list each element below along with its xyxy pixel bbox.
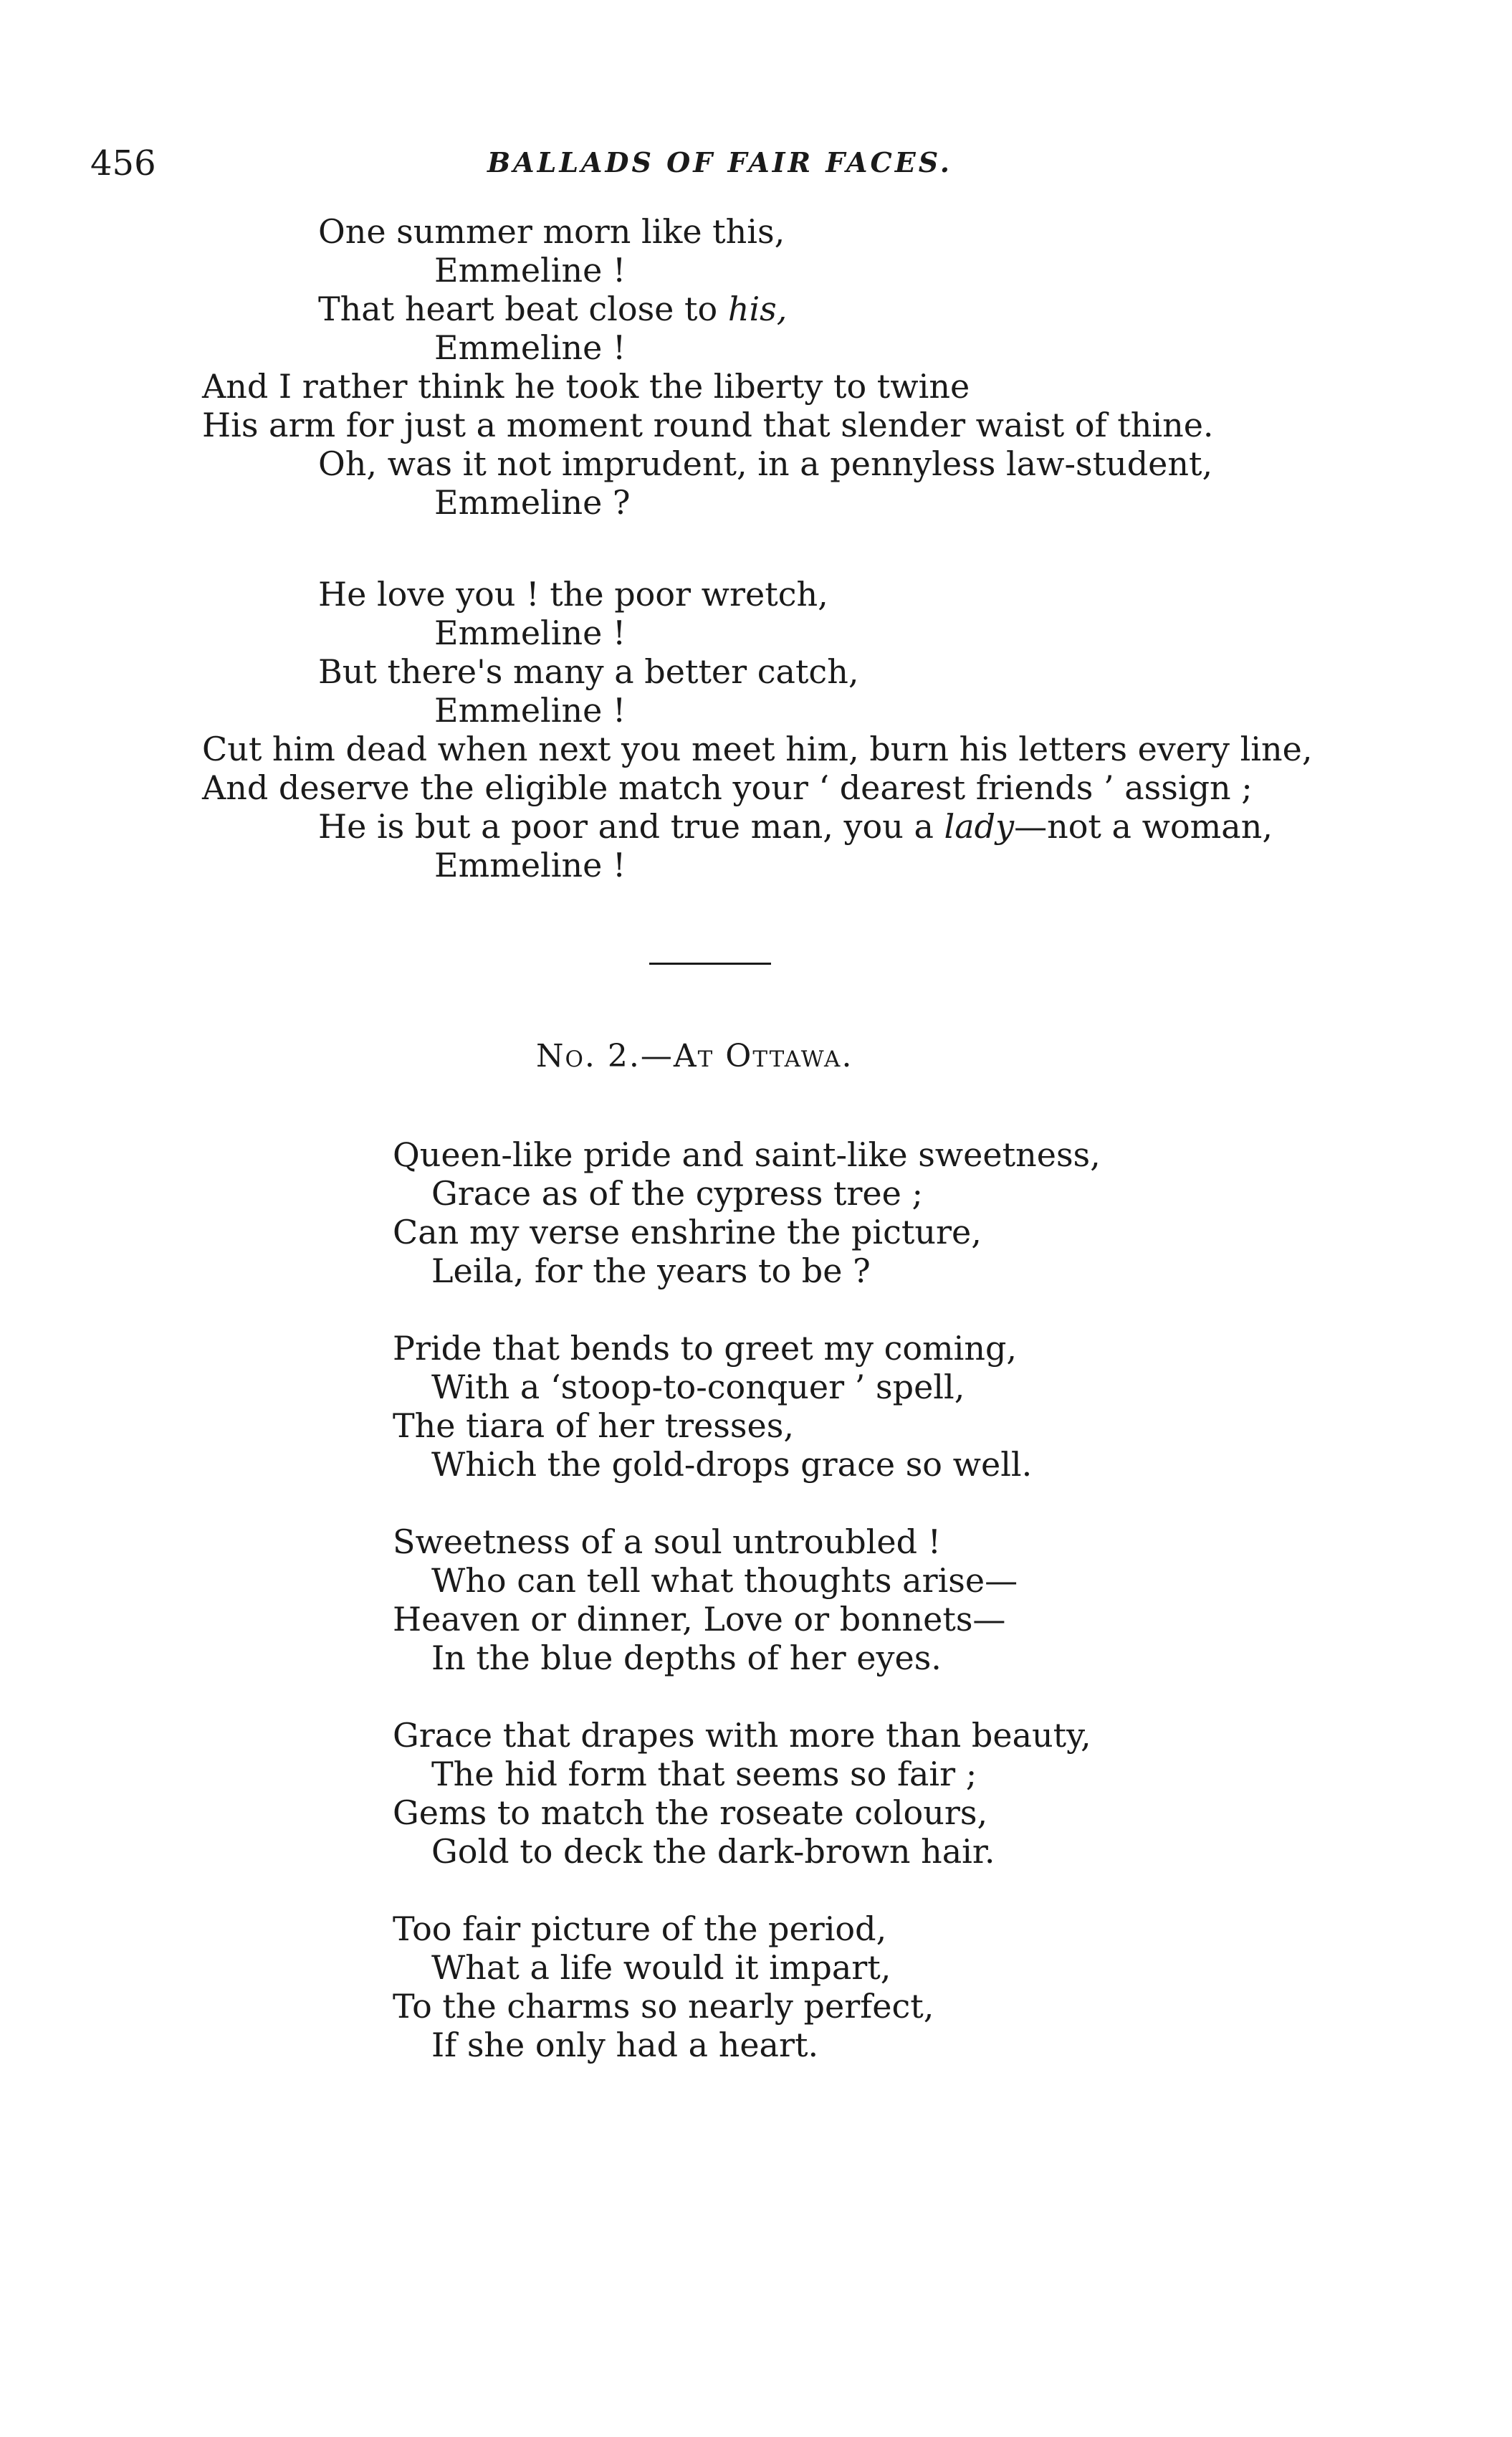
- verse-line: One summer morn like this,: [318, 212, 785, 251]
- verse-line: Emmeline ?: [434, 483, 631, 522]
- poem2-stanza: [393, 1716, 1101, 1871]
- verse-line: Grace as of the cypress tree ;: [431, 1174, 924, 1213]
- verse-line: The tiara of her tresses,: [393, 1406, 794, 1445]
- verse-line: Emmeline !: [434, 614, 626, 652]
- verse-text: —not a woman,: [1014, 807, 1273, 846]
- poem2-stanza: [393, 1135, 1101, 1290]
- poem2-stanza: [393, 1909, 1101, 2064]
- verse-line: And deserve the eligible match your ‘ dearest friends ’ assign ;: [202, 768, 1253, 807]
- verse-line: Queen-like pride and saint-like sweetness,: [393, 1135, 1101, 1174]
- verse-line: Oh, was it not imprudent, in a pennyless law-student,: [318, 444, 1213, 483]
- verse-line: [202, 807, 1313, 846]
- section-divider: [649, 963, 771, 965]
- verse-line: To the charms so nearly perfect,: [393, 1987, 934, 2026]
- verse-text: That heart beat close to: [318, 290, 728, 328]
- verse-line: Cut him dead when next you meet him, burn his letters every line,: [202, 730, 1313, 768]
- verse-line: If she only had a heart.: [431, 2026, 819, 2064]
- poem1-stanza-2: [202, 575, 1313, 884]
- italic-word: his,: [727, 290, 788, 328]
- poem2: [393, 1135, 1101, 2103]
- verse-line: Sweetness of a soul untroubled !: [393, 1522, 942, 1561]
- verse-line: In the blue depths of her eyes.: [431, 1639, 942, 1677]
- poem2-stanza: [393, 1522, 1101, 1677]
- verse-line: Emmeline !: [434, 846, 626, 884]
- verse-line: But there's many a better catch,: [318, 652, 859, 691]
- poem1-stanza-1: [202, 212, 1214, 522]
- running-title: BALLADS OF FAIR FACES.: [487, 146, 953, 178]
- verse-line: Grace that drapes with more than beauty,: [393, 1716, 1091, 1755]
- verse-line: Leila, for the years to be ?: [431, 1251, 871, 1290]
- verse-line: [202, 290, 1214, 328]
- verse-line: What a life would it impart,: [431, 1948, 891, 1987]
- verse-line: Gold to deck the dark-brown hair.: [431, 1832, 995, 1871]
- verse-text: He is but a poor and true man, you a: [318, 807, 944, 846]
- verse-line: With a ‘stoop-to-conquer ’ spell,: [431, 1368, 965, 1406]
- verse-line: He love you ! the poor wretch,: [318, 575, 828, 614]
- verse-line: And I rather think he took the liberty to twine: [202, 367, 970, 406]
- verse-line: Which the gold-drops grace so well.: [431, 1445, 1033, 1484]
- verse-line: Too fair picture of the period,: [393, 1909, 887, 1948]
- verse-line: Pride that bends to greet my coming,: [393, 1329, 1018, 1368]
- page-header: [0, 143, 1512, 194]
- italic-word: lady: [944, 807, 1015, 846]
- section-title: No. 2.—At Ottawa.: [536, 1038, 853, 1074]
- verse-line: The hid form that seems so fair ;: [431, 1755, 977, 1793]
- verse-line: His arm for just a moment round that slender waist of thine.: [202, 406, 1214, 444]
- page-number: 456: [90, 143, 156, 183]
- verse-line: Heaven or dinner, Love or bonnets—: [393, 1600, 1006, 1639]
- verse-line: Who can tell what thoughts arise—: [431, 1561, 1018, 1600]
- poem2-stanza: [393, 1329, 1101, 1484]
- verse-line: Gems to match the roseate colours,: [393, 1793, 988, 1832]
- verse-line: Emmeline !: [434, 251, 626, 290]
- verse-line: Emmeline !: [434, 691, 626, 730]
- verse-line: Emmeline !: [434, 328, 626, 367]
- verse-line: Can my verse enshrine the picture,: [393, 1213, 982, 1251]
